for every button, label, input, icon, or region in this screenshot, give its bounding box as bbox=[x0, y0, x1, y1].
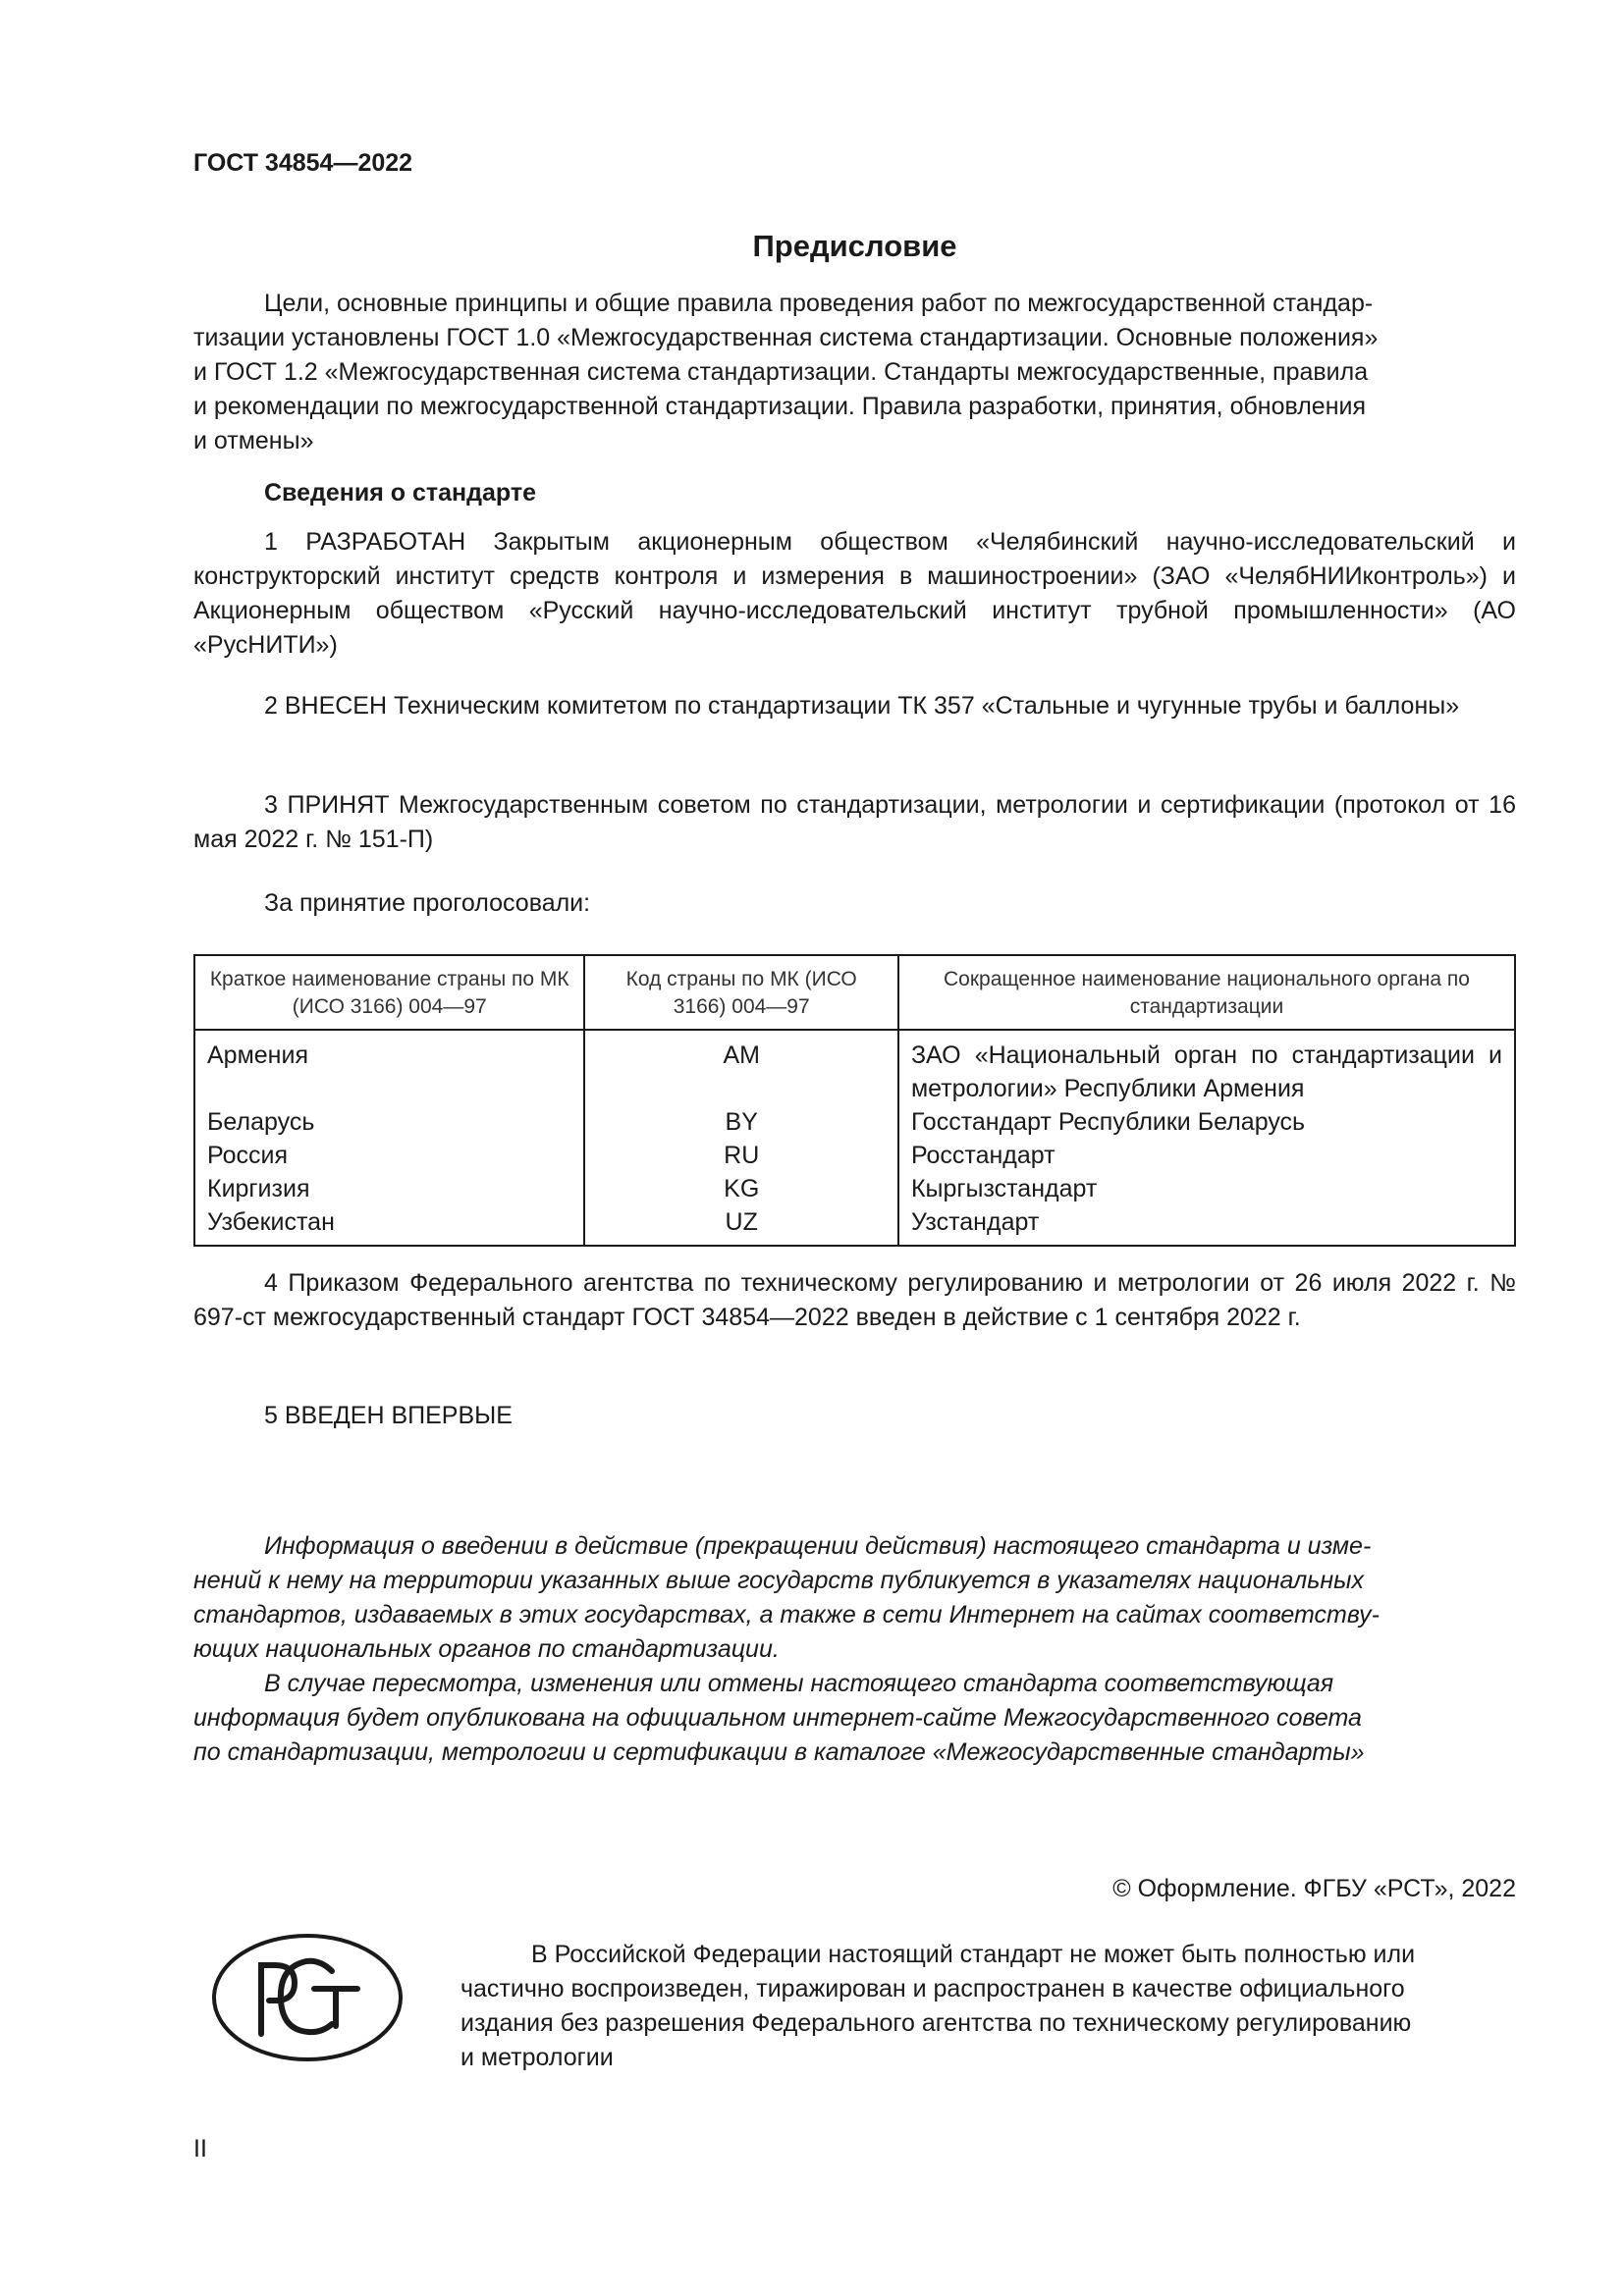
info-line: В случае пересмотра, изменения или отмены настоящего стандарта соответствующая bbox=[264, 1670, 1334, 1697]
table-header-row bbox=[194, 955, 1515, 1030]
voting-table bbox=[193, 954, 1516, 1247]
intro-line: и рекомендации по межгосударственной стандартизации. Правила разработки, принятия, обновления bbox=[193, 393, 1367, 420]
table-row bbox=[194, 1030, 1515, 1105]
intro-paragraph bbox=[193, 287, 1516, 458]
intro-line: и ГОСТ 1.2 «Межгосударственная система стандартизации. Стандарты межгосударственные, правила bbox=[193, 358, 1369, 386]
country-cell: Узбекистан bbox=[194, 1205, 584, 1246]
body-cell: Росстандарт bbox=[898, 1139, 1515, 1172]
page-title: Предисловие bbox=[752, 229, 957, 263]
revision-info-paragraph bbox=[193, 1667, 1516, 1770]
table-row bbox=[194, 1172, 1515, 1205]
country-cell: Киргизия bbox=[194, 1172, 584, 1205]
info-line: ющих национальных органов по стандартизации. bbox=[193, 1635, 780, 1663]
info-line: стандартов, издаваемых в этих государствах, а также в сети Интернет на сайтах соответству- bbox=[193, 1601, 1380, 1629]
column-header-code: Код страны по МК (ИСО 3166) 004—97 bbox=[584, 955, 897, 1030]
table-row bbox=[194, 1105, 1515, 1139]
rights-line: В Российской Федерации настоящий стандарт не может быть полностью или bbox=[531, 1941, 1416, 1968]
table-row bbox=[194, 1139, 1515, 1172]
info-line: нений к нему на территории указанных выше государств публикуется в указателях национальных bbox=[193, 1567, 1365, 1594]
item-adopted: 3 ПРИНЯТ Межгосударственным советом по стандартизации, метрологии и сертификации (протокол от 16 мая 2022 г. № 151-П) bbox=[193, 791, 1516, 853]
item-developed: 1 РАЗРАБОТАН Закрытым акционерным обществом «Челябинский научно-исследовательский и конструкторский институт средств контроля и измерения в машиностроении» (ЗАО «ЧелябНИИконтроль») и Акционерным обществом «Русский научно-исследовательский институт трубной промышленности» (АО «РусНИТИ») bbox=[193, 528, 1516, 659]
rst-logo-icon bbox=[210, 1932, 405, 2063]
column-header-body: Сокращенное наименование национального органа по стандартизации bbox=[898, 955, 1515, 1030]
standard-code-header: ГОСТ 34854—2022 bbox=[193, 149, 413, 177]
intro-line: тизации установлены ГОСТ 1.0 «Межгосударственная система стандартизации. Основные положения» bbox=[193, 324, 1379, 351]
country-cell: Беларусь bbox=[194, 1105, 584, 1139]
country-cell: Россия bbox=[194, 1139, 584, 1172]
rights-line: частично воспроизведен, тиражирован и распространен в качестве официального bbox=[460, 1975, 1405, 2002]
table-row bbox=[194, 1205, 1515, 1246]
info-line: по стандартизации, метрологии и сертификации в каталоге «Межгосударственные стандарты» bbox=[193, 1738, 1365, 1766]
item-submitted: 2 ВНЕСЕН Техническим комитетом по стандартизации ТК 357 «Стальные и чугунные трубы и баллоны» bbox=[264, 692, 1460, 720]
publication-info-paragraph bbox=[193, 1529, 1516, 1667]
code-cell: AM bbox=[584, 1030, 897, 1105]
body-cell: ЗАО «Национальный орган по стандартизации и метрологии» Республики Армения bbox=[898, 1030, 1515, 1105]
body-cell: Госстандарт Республики Беларусь bbox=[898, 1105, 1515, 1139]
rights-line: издания без разрешения Федерального агентства по техническому регулированию bbox=[460, 2009, 1412, 2037]
rights-line: и метрологии bbox=[460, 2044, 614, 2071]
intro-line: Цели, основные принципы и общие правила проведения работ по межгосударственной стандар- bbox=[264, 290, 1374, 317]
info-line: информация будет опубликована на официальном интернет-сайте Межгосударственного совета bbox=[193, 1704, 1362, 1732]
code-cell: UZ bbox=[584, 1205, 897, 1246]
body-cell: Кыргызстандарт bbox=[898, 1172, 1515, 1205]
info-line: Информация о введении в действие (прекращении действия) настоящего стандарта и изме- bbox=[264, 1532, 1372, 1560]
code-cell: BY bbox=[584, 1105, 897, 1139]
standard-info-heading: Сведения о стандарте bbox=[264, 479, 537, 507]
intro-line: и отмены» bbox=[193, 427, 314, 454]
country-cell: Армения bbox=[194, 1030, 584, 1105]
document-page bbox=[193, 0, 1516, 2296]
item-introduced: 5 ВВЕДЕН ВПЕРВЫЕ bbox=[264, 1402, 513, 1429]
code-cell: KG bbox=[584, 1172, 897, 1205]
item-enacted: 4 Приказом Федерального агентства по техническому регулированию и метрологии от 26 июля 2022 г. № 697-ст межгосударственный стандарт ГОСТ 34854—2022 введен в действие с 1 сентября 2022 г. bbox=[193, 1269, 1516, 1331]
voted-label: За принятие проголосовали: bbox=[264, 889, 591, 917]
column-header-country: Краткое наименование страны по МК (ИСО 3166) 004—97 bbox=[194, 955, 584, 1030]
code-cell: RU bbox=[584, 1139, 897, 1172]
copyright-notice: © Оформление. ФГБУ «РСТ», 2022 bbox=[1112, 1875, 1516, 1902]
page-number: II bbox=[193, 2135, 207, 2163]
body-cell: Узстандарт bbox=[898, 1205, 1515, 1246]
reproduction-notice bbox=[460, 1938, 1516, 2075]
